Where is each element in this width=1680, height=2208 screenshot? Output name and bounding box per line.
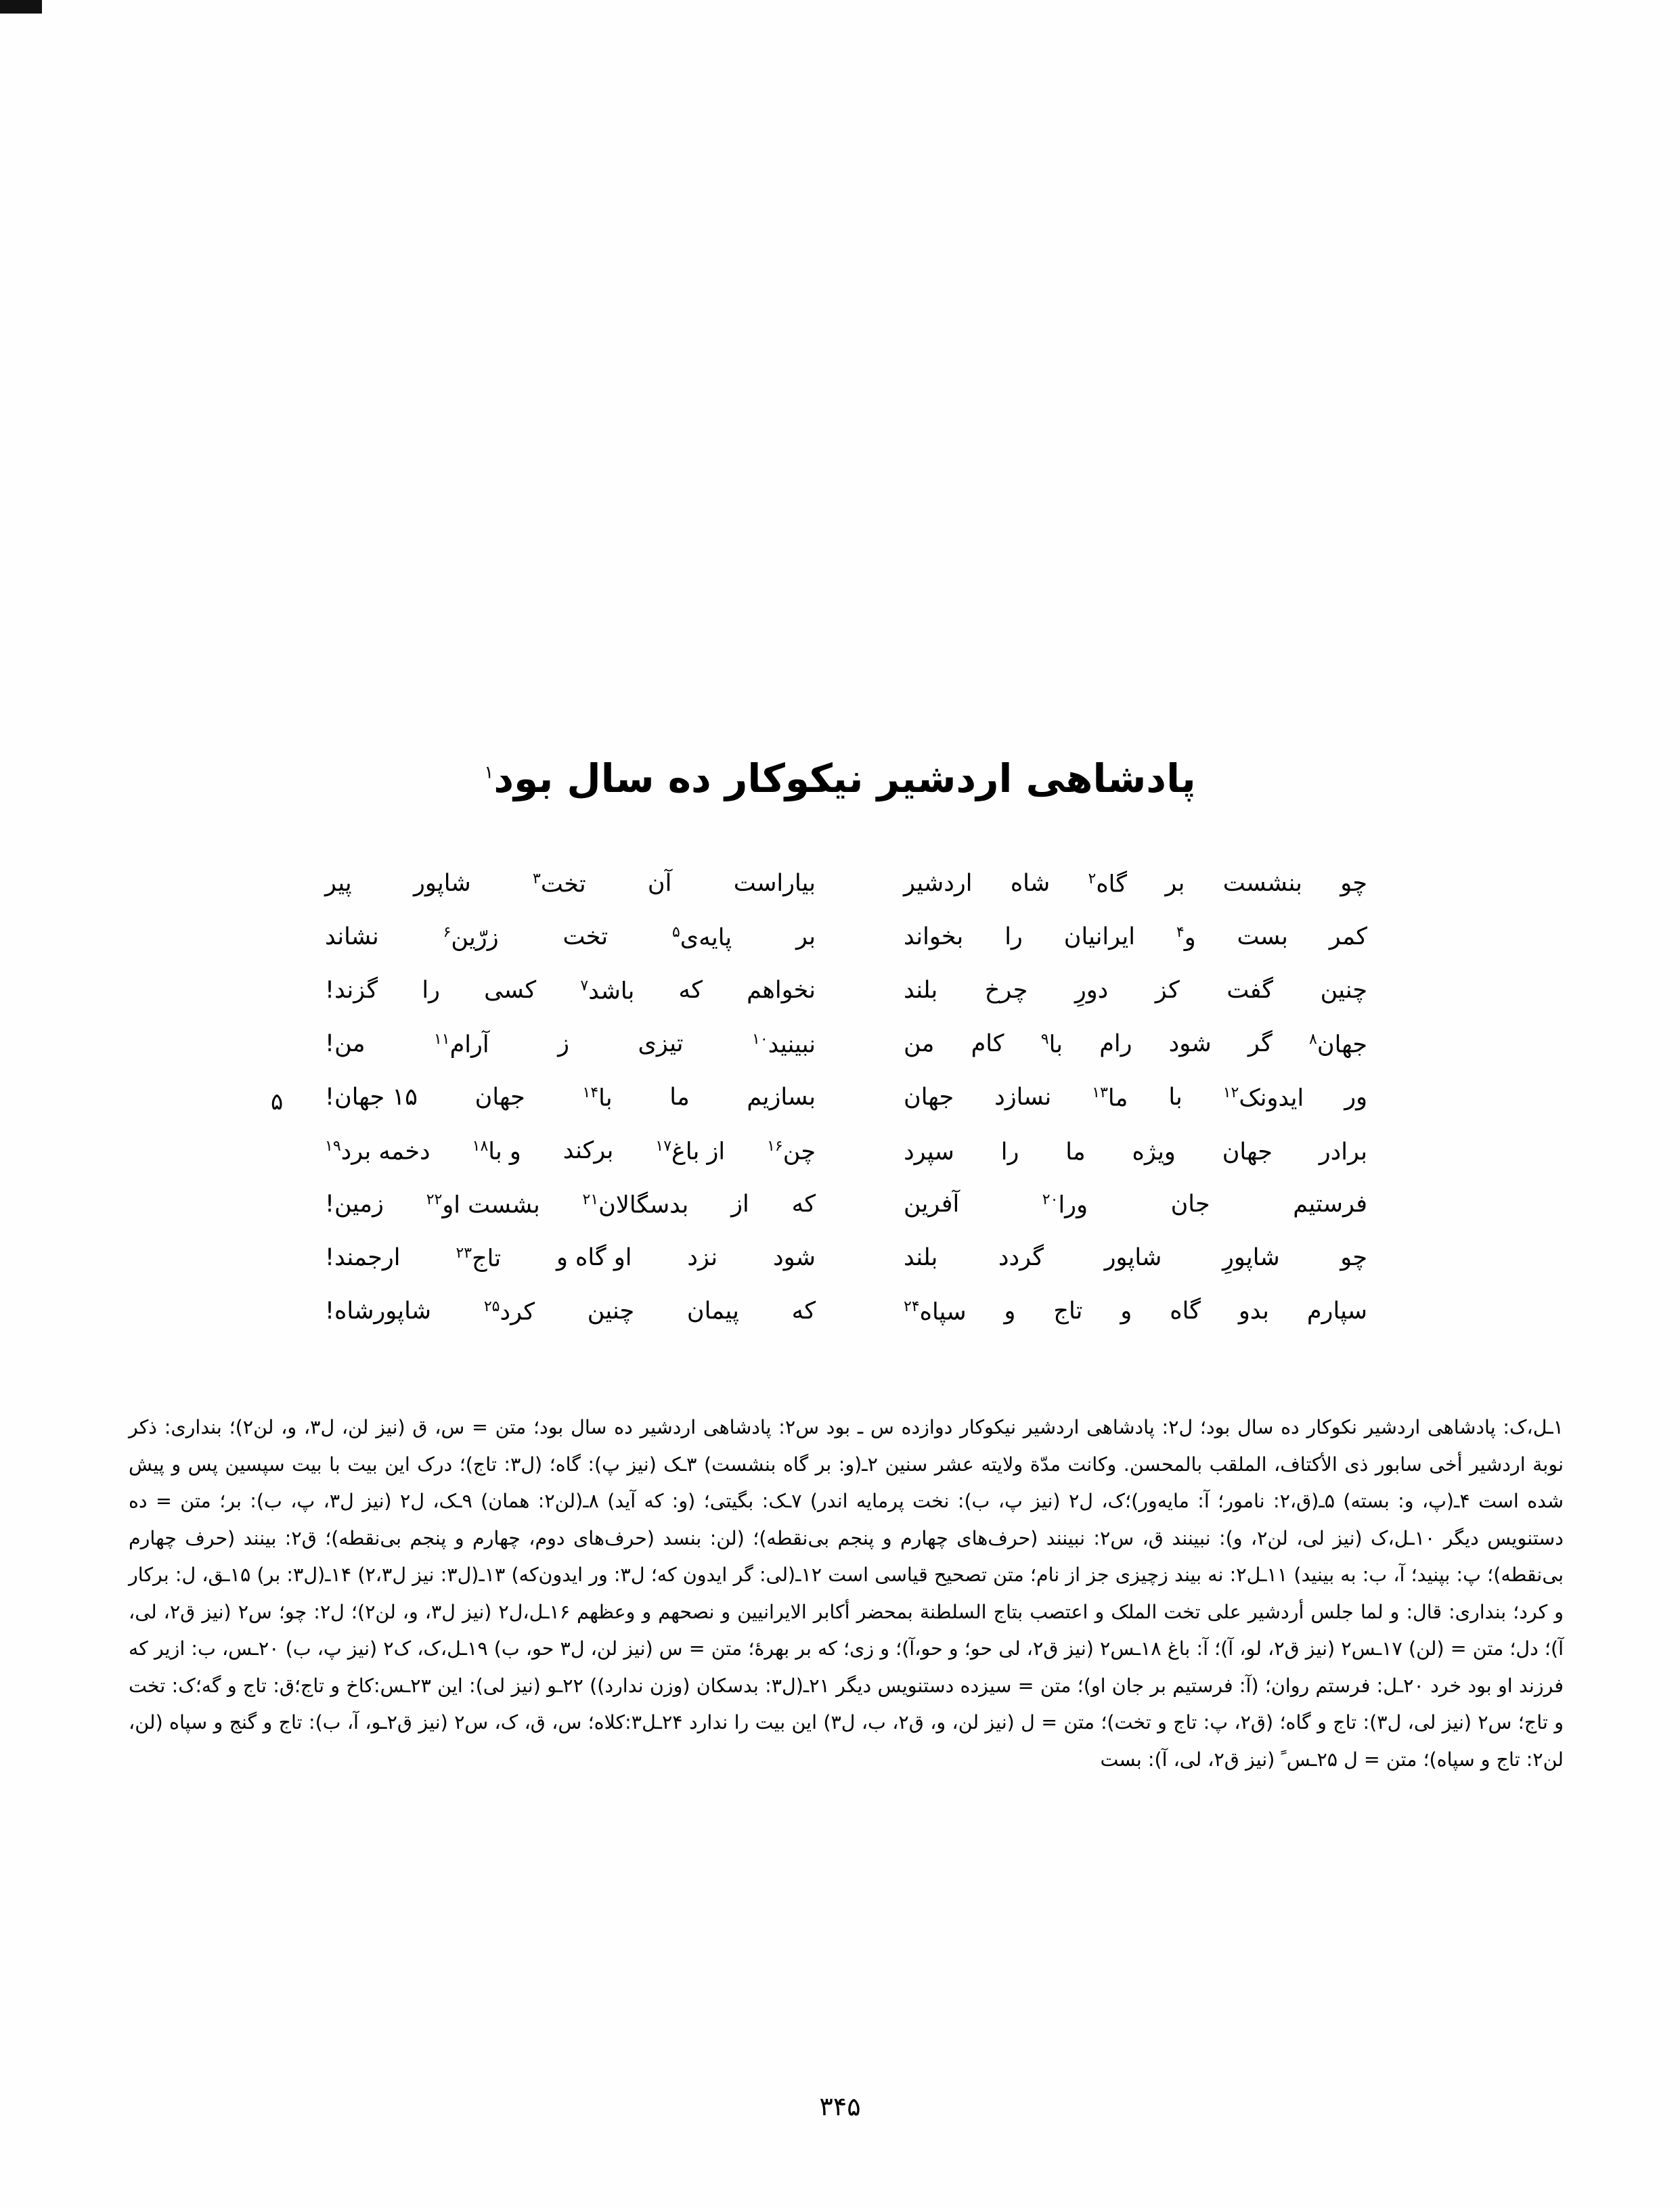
- verse-footnote-marker: ۱۶: [767, 1138, 783, 1155]
- verse-word: دورِ: [1074, 977, 1109, 1004]
- verse-word: گردد: [998, 1244, 1044, 1271]
- verse-word: جهان: [474, 1084, 525, 1111]
- verse-word: و$^۴$: [1176, 924, 1196, 952]
- verse-word: گر: [1247, 1030, 1273, 1057]
- verse-word: گاه: [1170, 1298, 1201, 1325]
- verse-line: [271, 872, 1415, 925]
- critical-apparatus: [129, 1409, 1564, 1778]
- verse-word: نبینید$^{۱۰}$: [752, 1031, 816, 1059]
- verse-word: که: [791, 1298, 816, 1325]
- verse-word: بر: [795, 923, 816, 950]
- verse-footnote-marker: ۳: [533, 870, 541, 887]
- verse-word: نخواهم: [747, 977, 816, 1004]
- hemistich-right: [843, 872, 1415, 897]
- verse-word: ارجمند!: [325, 1244, 401, 1271]
- verse-word: پیمان: [686, 1298, 739, 1325]
- hemistich-right: [843, 1138, 1415, 1166]
- hemistich-left: [271, 1032, 843, 1057]
- verse-word: برادر: [1319, 1138, 1367, 1166]
- hemistich-right: [843, 925, 1415, 950]
- verse-line: [271, 1246, 1415, 1300]
- verse-word: نشاند: [325, 923, 379, 950]
- verse-word: را: [422, 977, 440, 1004]
- verse-word: گفت: [1226, 977, 1274, 1004]
- verse-word: زمین!: [325, 1191, 384, 1218]
- verse-footnote-marker: ۸: [1309, 1031, 1317, 1048]
- verse-word: ور: [1344, 1084, 1367, 1111]
- verse-footnote-marker: ۹: [1040, 1031, 1049, 1048]
- hemistich-right: [843, 979, 1415, 1002]
- verse-word: ما$^{۱۳}$: [1092, 1084, 1128, 1112]
- chapter-title-footnote-marker: ۱: [484, 762, 494, 783]
- hemistich-left: [271, 1139, 843, 1164]
- verse-word: با$^۹$: [1040, 1031, 1063, 1059]
- verse-word: ورا$^{۲۰}$: [1042, 1191, 1088, 1219]
- verse-word: بدسگالان$^{۲۱}$: [582, 1191, 689, 1219]
- verse-footnote-marker: ۶: [443, 924, 451, 941]
- verse-word: من!: [325, 1030, 366, 1057]
- verse-word: پایه‌ی$^۵$: [671, 924, 732, 952]
- verse-word: ایدونک$^{۱۲}$: [1222, 1084, 1304, 1112]
- verse-footnote-marker: ۱۲: [1222, 1084, 1239, 1101]
- verse-word: تخت$^۳$: [533, 870, 586, 898]
- verse-word: چو: [1340, 870, 1367, 897]
- verse-word: بست: [1237, 923, 1288, 950]
- verse-word: تاج: [1053, 1298, 1083, 1325]
- verse-word: جهان: [1222, 1138, 1273, 1166]
- verse-word: چنین: [1320, 977, 1367, 1004]
- verse-word: گاه$^۲$: [1088, 870, 1128, 898]
- verse-line: [271, 925, 1415, 979]
- verse-word: سپاه$^{۲۴}$: [904, 1298, 967, 1326]
- hemistich-left: [271, 925, 843, 950]
- verse-word: ما: [1065, 1138, 1086, 1166]
- verse-word: سپرد: [904, 1138, 954, 1166]
- verse-word: با: [1168, 1084, 1182, 1111]
- verse-word: کام: [971, 1030, 1004, 1057]
- verse-footnote-marker: ۲۲: [426, 1191, 443, 1208]
- verse-word: آن: [647, 870, 672, 897]
- verse-word: از باغ$^{۱۷}$: [655, 1138, 726, 1166]
- verse-footnote-marker: ۴: [1176, 924, 1185, 941]
- verse-word: فرستیم: [1293, 1191, 1367, 1218]
- verse-word: بخواند: [904, 923, 964, 950]
- verse-word: آفرین: [904, 1191, 960, 1218]
- verse-line: [271, 1032, 1415, 1086]
- verse-footnote-marker: ۲۵: [483, 1298, 500, 1315]
- verse-word: برکند: [562, 1137, 614, 1164]
- verse-word: چرخ: [984, 977, 1028, 1004]
- verse-word: باشد$^۷$: [580, 977, 635, 1005]
- chapter-title: [0, 754, 1680, 803]
- verse-word: آرام$^{۱۱}$: [433, 1031, 489, 1059]
- verse-word: شاپورشاه!: [325, 1298, 432, 1325]
- verse-word: اردشیر: [904, 870, 973, 897]
- verse-word: رام: [1099, 1030, 1132, 1057]
- verse-word: شود: [1168, 1030, 1212, 1057]
- verse-footnote-marker: ۱۱: [433, 1031, 450, 1048]
- verse-word: بسازیم: [747, 1084, 816, 1111]
- verse-word: جهان: [904, 1084, 954, 1111]
- verse-word: شاه: [1010, 870, 1051, 897]
- verse-footnote-marker: ۲: [1088, 870, 1097, 887]
- verse-word: چو: [1340, 1244, 1367, 1271]
- verse-word: تیزی: [638, 1030, 684, 1057]
- hemistich-right: [843, 1193, 1415, 1218]
- verse-word: پیر: [325, 870, 352, 897]
- hemistich-left: [271, 1193, 843, 1218]
- verse-word: شاپور: [1104, 1244, 1162, 1271]
- hemistich-left: [271, 1086, 843, 1111]
- verse-word: چن$^{۱۶}$: [767, 1138, 816, 1166]
- verse-word: تخت: [562, 923, 609, 950]
- verse-word: ز: [558, 1030, 570, 1057]
- verse-word: سپارم: [1306, 1298, 1367, 1325]
- hemistich-right: [843, 1086, 1415, 1111]
- verse-footnote-marker: ۱۳: [1092, 1084, 1108, 1101]
- hemistich-right: [843, 1032, 1415, 1057]
- verse-word: را: [1000, 1138, 1019, 1166]
- verse-footnote-marker: ۱۰: [752, 1031, 768, 1048]
- verse-footnote-marker: ۲۴: [904, 1298, 920, 1315]
- verse-word: با$^{۱۴}$: [582, 1084, 613, 1112]
- verse-word: بنشست: [1222, 870, 1302, 897]
- verse-word: او گاه و: [556, 1244, 632, 1271]
- verse-footnote-marker: ۱۸: [472, 1138, 489, 1155]
- verse-footnote-marker: ۱۹: [325, 1138, 341, 1155]
- verse-footnote-marker: ۵: [671, 924, 680, 941]
- verse-footnote-marker: ۱۴: [582, 1084, 599, 1101]
- verse-line: [271, 1086, 1415, 1139]
- verse-word: گزند!: [325, 977, 378, 1004]
- verse-word: را: [1004, 923, 1023, 950]
- verse-word: بر: [1165, 870, 1185, 897]
- verse-word: که: [678, 977, 703, 1004]
- verse-line: [271, 1193, 1415, 1246]
- verse-word: کمر: [1329, 923, 1367, 950]
- verse-word: بلند: [904, 1244, 938, 1271]
- verse-word: ۱۵ جهان!: [325, 1084, 418, 1111]
- verse-word: شاپور: [413, 870, 471, 897]
- verse-word: دخمه برد$^{۱۹}$: [325, 1138, 430, 1166]
- verse-word: و: [1004, 1298, 1016, 1325]
- verse-word: از: [731, 1191, 749, 1218]
- hemistich-left: [271, 872, 843, 897]
- hemistich-right: [843, 1300, 1415, 1325]
- verse-line: [271, 1139, 1415, 1193]
- verse-word: بدو: [1238, 1298, 1269, 1325]
- verse-word: ایرانیان: [1063, 923, 1135, 950]
- verse-footnote-marker: ۱۷: [655, 1138, 672, 1155]
- verse-line-number: ۵: [271, 1088, 284, 1116]
- verse-footnote-marker: ۲۱: [582, 1191, 599, 1208]
- verse-word: نسازد: [994, 1084, 1052, 1111]
- verse-word: که: [791, 1191, 816, 1218]
- verse-word: تاج$^{۲۳}$: [456, 1245, 502, 1273]
- verse-footnote-marker: ۲۳: [456, 1245, 472, 1262]
- hemistich-left: [271, 1246, 843, 1271]
- verse-footnote-marker: ۲۰: [1042, 1191, 1059, 1208]
- verse-word: بیاراست: [733, 870, 816, 897]
- verse-word: نزد: [687, 1244, 718, 1271]
- verse-word: کسی: [484, 977, 537, 1004]
- verse-word: کز: [1155, 977, 1180, 1004]
- verse-footnote-marker: ۷: [580, 977, 589, 994]
- chapter-title-text: پادشاهی اردشیر نیکوکار ده سال بود: [493, 755, 1196, 801]
- verse-line: [271, 1300, 1415, 1353]
- hemistich-left: [271, 979, 843, 1004]
- verse-block: [271, 872, 1415, 1353]
- verse-word: بشست او$^{۲۲}$: [426, 1191, 540, 1219]
- verse-word: جان: [1170, 1191, 1210, 1218]
- verse-word: چنین: [587, 1298, 635, 1325]
- verse-word: شود: [773, 1244, 816, 1271]
- verse-word: کرد$^{۲۵}$: [483, 1298, 535, 1326]
- verse-word: و: [1120, 1298, 1132, 1325]
- verse-word: زرّین$^۶$: [443, 924, 499, 952]
- verse-line: [271, 979, 1415, 1032]
- verse-word: و با$^{۱۸}$: [472, 1138, 521, 1166]
- verse-word: جهان$^۸$: [1309, 1031, 1367, 1059]
- verse-word: شاپورِ: [1222, 1244, 1280, 1271]
- verse-word: من: [904, 1030, 935, 1057]
- scan-corner-artifact: [0, 0, 42, 14]
- hemistich-left: [271, 1300, 843, 1325]
- verse-word: ویژه: [1132, 1138, 1176, 1166]
- page-number: ۳۴۵: [819, 2092, 861, 2121]
- hemistich-right: [843, 1246, 1415, 1270]
- apparatus-text: ۱ـل،ک: پادشاهی اردشیر نکوکار ده سال بود؛ ل۲: پادشاهی اردشیر نیکوکار دوازده س ـ بود س۲: پادشاهی اردشیر ده سال بود؛ متن = س، ق (نیز لن، ل۳، و، لن۲)؛ بنداری: ذکر نوبة اردشیر أخی سابور ذی الأكتاف، الملقب بالمحسن. وكانت مدّة ولایته عشر سنین ۲ـ(و: بر گاه بنشست) ۳ـک (نیز پ): گاه؛ (ل۳: تاج)؛ درک این بیت با بیت سپسین پس و پیش شده است ۴ـ(پ، و: بسته) ۵ـ(ق،۲: نامور؛ آ: مایه‌ور)؛ک، ل۲ (نیز پ، ب): نخت پرمایه اندر) ۷ـک: بگیتی؛ (و: که آید) ۸ـ(لن۲: همان) ۹ـک، ل۲ (نیز ل۳، پ، ب): بر؛ متن = ده دستنویس دیگر ۱۰ـل،ک (نیز لی، لن۲، و): نبینند ق، س۲: نبینند (حرف‌های چهارم و پنجم بی‌نقطه)؛ (لن: بنسد (حرف‌های دوم، چهارم و پنجم بی‌نقطه)؛ ق۲: بینند (حرف چهارم بی‌نقطه)؛ پ: بپنید؛ آ، ب: به بینید) ۱۱ـل۲: نه بیند زچیزی جز از نام؛ متن تصحیح قیاسی است ۱۲ـ(لی: گر ایدون که؛ ل۳: ور ایدون‌که) ۱۳ـ(ل۳: نیز ل۲،۳) ۱۴ـ(ل۳: بر) ۱۵ـق، ل: برکار و کرد؛ بنداری: قال: و لما جلس أردشیر علی تخت الملک و اعتصب بتاج السلطنة بمحضر أكابر الایرانیین و نصحهم و وعظهم ۱۶ـل،ل۲ (نیز ل۳، و، لن۲)؛ ل۲: چو؛ س۲ (نیز ق۲، لی، آ)؛ دل؛ متن = (لن) ۱۷ـس۲ (نیز ق۲، لو، آ)؛ آ: باغ ۱۸ـس۲ (نیز ق۲، لی حو؛ و حو،آ)؛ و زی؛ که بر بهرهٔ؛ متن = س (نیز لن، ل۳ حو، ب) ۱۹ـل،ک، ک۲ (نیز پ، ب) ۲۰ـس، ب: ازیر که فرزند او بود خرد ۲۰ـل: فرستم روان؛ (آ: فرستیم بر جان او)؛ متن = سیزده دستنویس دیگر ۲۱ـ(ل۳: بدسکان (وزن ندارد)) ۲۲ـو (نیز لی): این ۲۳ـس:کاخ و تاج؛ق: تاج و گه؛ک: تخت و تاج؛ س۲ (نیز لی، ل۳): تاج و گاه؛ (ق۲، پ: تاج و تخت)؛ متن = ل (نیز لن، و، ق۲، ب، ل۳) این بیت را ندارد ۲۴ـل۳:کلاه؛ س، ق، ک، س۲ (نیز ق۲ـو، آ، ب): تاج و گنج و سپاه (لن، لن۲: تاج و سپاه)؛ متن = ل ۲۵ـس ً (نیز ق۲، لی، آ): بست: [129, 1416, 1564, 1771]
- verse-word: بلند: [904, 977, 938, 1004]
- verse-word: ما: [669, 1084, 690, 1111]
